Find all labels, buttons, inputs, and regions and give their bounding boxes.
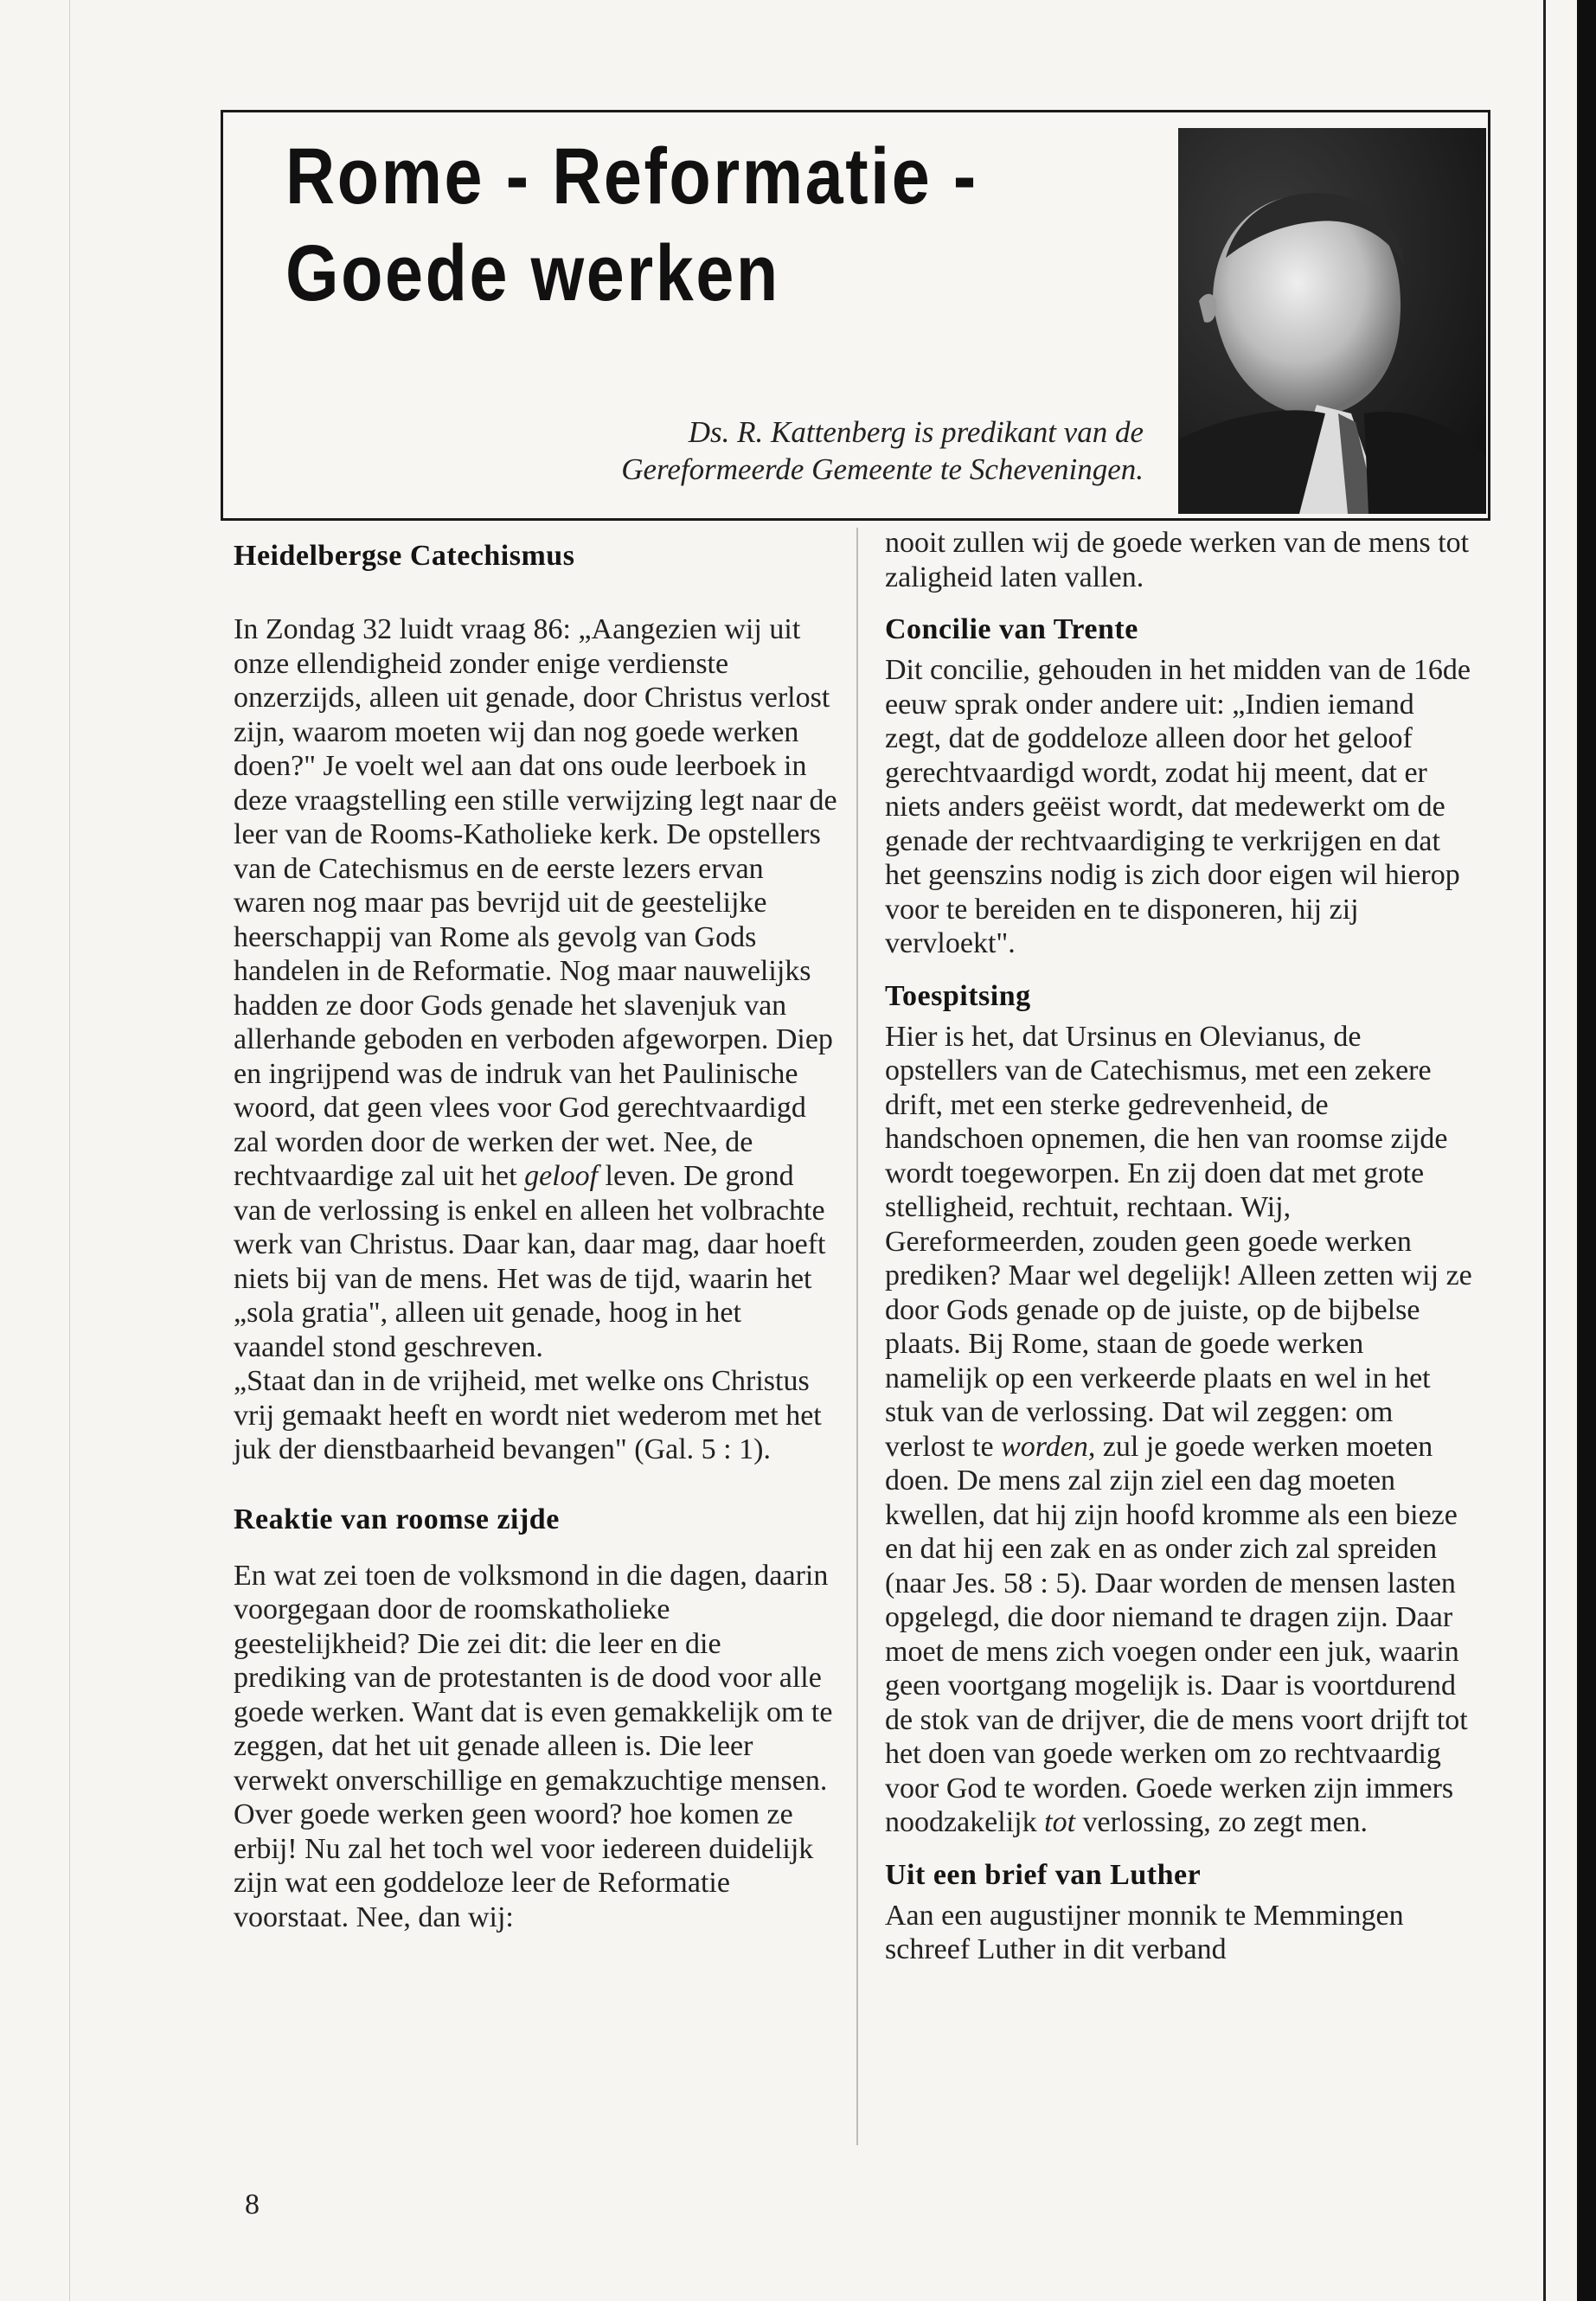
article-title: [285, 128, 978, 322]
heading-reaktie-roomse-zijde: Reaktie van roomse zijde: [234, 1503, 560, 1535]
paragraph-zondag-32: [234, 612, 839, 1364]
heading-toespitsing: Toespitsing: [885, 979, 1031, 1012]
scan-edge-right-line: [1543, 0, 1546, 2301]
author-byline: [536, 413, 1144, 488]
paragraph-toespitsing-end: verlossing, zo zegt men.: [1075, 1806, 1368, 1838]
paragraph-toespitsing: [885, 1020, 1473, 1840]
paragraph-continuation: nooit zullen wij de goede werken van de mens tot zaligheid laten vallen.: [885, 527, 1470, 593]
italic-worden: worden,: [1001, 1430, 1096, 1463]
paragraph-volksmond: En wat zei toen de volksmond in die dagen, daarin voorgegaan door de roomskatholieke geestelijkheid? Die zei dit: die leer en die prediking van de protestanten is de dood voor alle goede werken. Want dat is even gemakkelijk om te zeggen, dat het uit genade alleen is. Die leer verwekt onverschillige en gemakzuchtige mensen. Over goede werken geen woord? hoe komen ze erbij! Nu zal het toch wel voor iedereen duidelijk zijn wat een goddeloze leer de Reformatie voorstaat. Nee, dan wij:: [234, 1559, 833, 1933]
paragraph-zondag-32-text: In Zondag 32 luidt vraag 86: „Aangezien wij uit onze ellendigheid zonder enige verdienste onzerzijds, alleen uit genade, door Christus verlost zijn, waarom moeten wij dan nog goede werken doen?" Je voelt wel aan dat ons oude leerboek in deze vraagstelling een stille verwijzing legt naar de leer van de Rooms-Katholieke kerk. De opstellers van de Catechismus en de eerste lezers ervan waren nog maar pas bevrijd uit de geestelijke heerschappij van Rome als gevolg van Gods handelen in de Reformatie. Nog maar nauwelijks hadden ze door Gods genade het slavenjuk van allerhande geboden en verboden afgeworpen. Diep en ingrijpend was de indruk van het Paulinische woord, dat geen vlees voor God gerechtvaardigd zal worden door de werken der wet. Nee, de rechtvaardige zal uit het: [234, 613, 837, 1192]
scan-edge-right-bar: [1577, 0, 1596, 2301]
paragraph-luther: Aan een augustijner monnik te Memmingen schreef Luther in dit verband: [885, 1899, 1404, 1965]
portrait-image: [1178, 128, 1486, 514]
scan-edge-left: [69, 0, 70, 2301]
left-column: [234, 526, 839, 1934]
page-number: 8: [245, 2189, 260, 2221]
italic-tot: tot: [1044, 1806, 1076, 1838]
byline-line-2: Gereformeerde Gemeente te Scheveningen.: [621, 452, 1144, 486]
column-divider: [856, 528, 858, 2145]
article-title-line-2: Goede werken: [285, 229, 780, 317]
paragraph-concilie: Dit concilie, gehouden in het midden van de 16de eeuw sprak onder andere uit: „Indien iemand zegt, dat de goddeloze alleen door het geloof gerechtvaardigd wordt, zodat hij meent, dat er niets anders geëist wordt, dat medewerkt om de genade der rechtvaardiging te verkrijgen en dat het geenszins nodig is zich door eigen wil hierop voor te bereiden en te disponeren, hij zij vervloekt".: [885, 654, 1471, 959]
heading-concilie-van-trente: Concilie van Trente: [885, 613, 1138, 645]
article-title-line-1: Rome - Reformatie -: [285, 132, 978, 221]
right-column: [885, 526, 1473, 1967]
author-portrait-photo: [1178, 128, 1486, 514]
paragraph-gal-quote: „Staat dan in de vrijheid, met welke ons Christus vrij gemaakt heeft en wordt niet wederom met het juk der dienstbaarheid bevangen" (Gal. 5 : 1).: [234, 1365, 822, 1465]
italic-geloof: geloof: [524, 1160, 599, 1192]
paragraph-zondag-32-end: leven. De grond van de verlossing is enkel en alleen het volbrachte werk van Christus. Daar kan, daar mag, daar hoeft niets bij van de mens. Het was de tijd, waarin het „sola gratia", alleen uit genade, hoog in het vaandel stond geschreven.: [234, 1160, 826, 1363]
heading-heidelbergse-catechismus: Heidelbergse Catechismus: [234, 540, 575, 572]
paragraph-toespitsing-mid: zul je goede werken moeten doen. De mens zal zijn ziel een dag moeten kwellen, dat hij zijn hoofd kromme als een bieze en dat hij een zak en as onder zich zal spreiden (naar Jes. 58 : 5). Daar worden de mensen lasten opgelegd, die door niemand te dragen zijn. Daar moet de mens zich voegen onder een juk, waarin geen voortgang mogelijk is. Daar is voortdurend de stok van de drijver, die de mens voort drijft tot het doen van goede werken om zo rechtvaardig voor God te worden. Goede werken zijn immers noodzakelijk: [885, 1430, 1468, 1838]
byline-line-1: Ds. R. Kattenberg is predikant van de: [688, 415, 1144, 449]
paragraph-toespitsing-text: Hier is het, dat Ursinus en Olevianus, de opstellers van de Catechismus, met een zekere drift, met een sterke gedrevenheid, de handschoen opnemen, die hen van roomse zijde wordt toegeworpen. En zij doen dat met grote stelligheid, rechtuit, rechtaan. Wij, Gereformeerden, zouden geen goede werken prediken? Maar wel degelijk! Alleen zetten wij ze door Gods genade op de juiste, op de bijbelse plaats. Bij Rome, staan de goede werken namelijk op een verkeerde plaats en wel in het stuk van de verlossing. Dat wil zeggen: om verlost te: [885, 1020, 1472, 1463]
heading-brief-van-luther: Uit een brief van Luther: [885, 1858, 1202, 1891]
